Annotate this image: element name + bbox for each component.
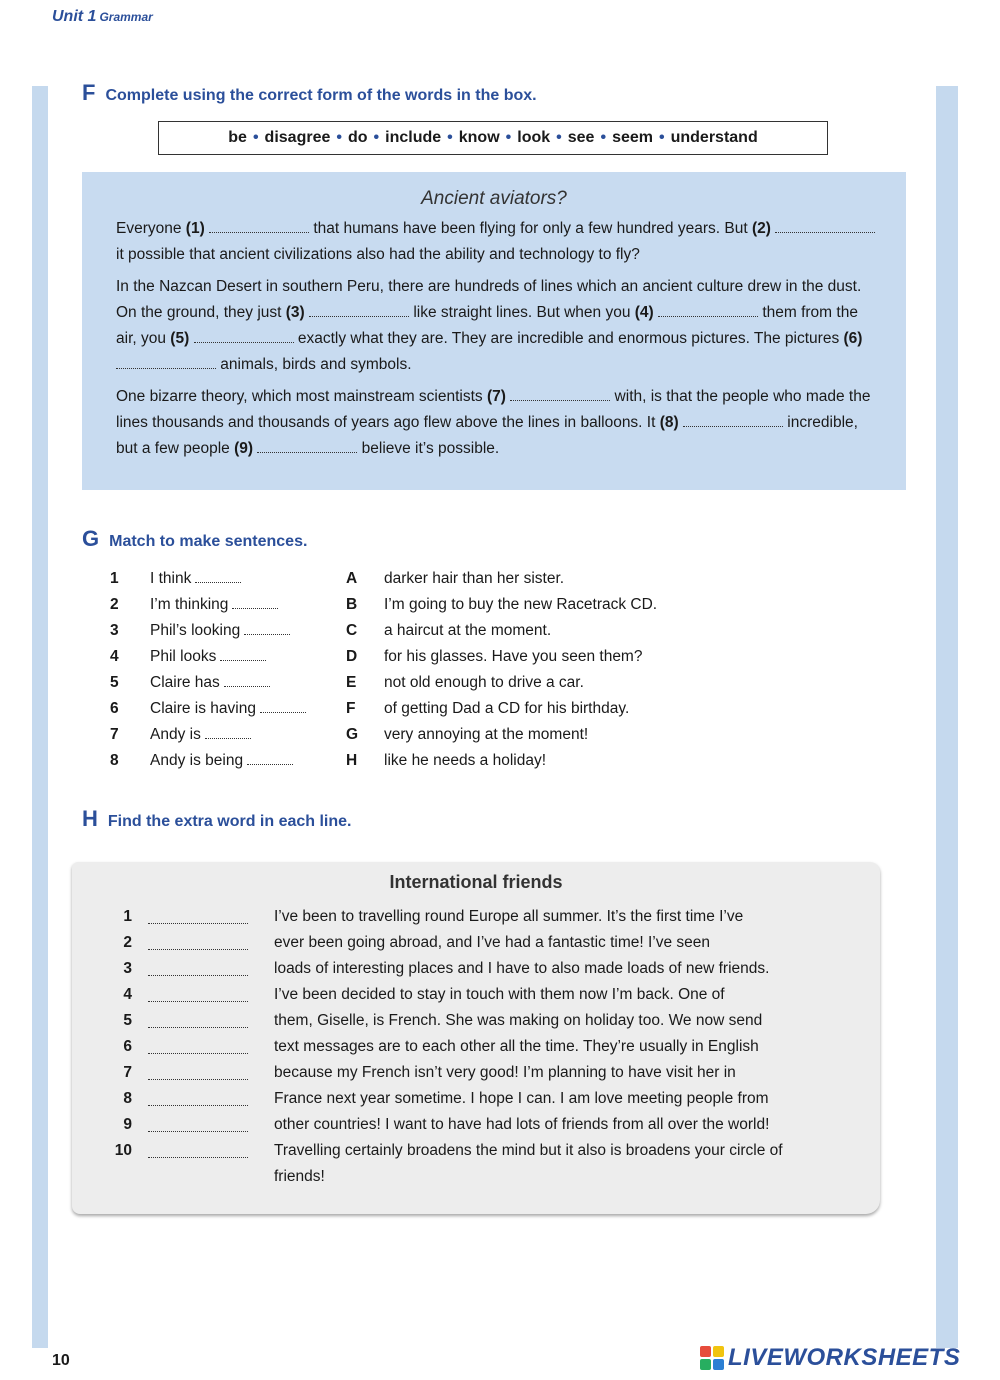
liveworksheets-logo[interactable] bbox=[700, 1344, 960, 1372]
word-box-word: understand bbox=[670, 129, 758, 146]
match-stem bbox=[150, 700, 346, 718]
story-text: with, is that the people who made the lines thousands and thousands of years ago flew above the lines in balloons. It bbox=[116, 388, 871, 431]
match-stem bbox=[150, 752, 346, 770]
match-answer-blank[interactable] bbox=[244, 624, 290, 635]
story-text: One bizarre theory, which most mainstream scientists bbox=[116, 388, 487, 405]
match-row bbox=[110, 722, 750, 748]
word-box-word: see bbox=[567, 129, 595, 146]
match-row bbox=[110, 748, 750, 774]
extra-word-line bbox=[102, 956, 862, 982]
answer-blank[interactable] bbox=[775, 220, 875, 233]
line-text: Travelling certainly broadens the mind but it also is broadens your circle of bbox=[274, 1142, 783, 1159]
extra-word-line-continuation bbox=[102, 1164, 1000, 1190]
story-text: it possible that ancient civilizations also had the ability and technology to fly? bbox=[116, 246, 640, 263]
extra-word-blank[interactable] bbox=[148, 1119, 248, 1132]
match-stem-text: Andy is being bbox=[150, 752, 244, 769]
extra-word-line bbox=[102, 930, 862, 956]
match-number: 1 bbox=[110, 570, 119, 587]
match-ending: of getting Dad a CD for his birthday. bbox=[384, 700, 630, 717]
match-row bbox=[110, 696, 750, 722]
match-stem bbox=[150, 674, 346, 692]
section-g-instruction: Match to make sentences. bbox=[109, 533, 308, 550]
word-box bbox=[158, 121, 828, 155]
line-number: 4 bbox=[123, 986, 132, 1003]
match-row bbox=[110, 618, 750, 644]
match-row bbox=[110, 566, 750, 592]
match-letter: G bbox=[346, 726, 359, 743]
word-separator: • bbox=[373, 129, 380, 146]
match-number: 4 bbox=[110, 648, 119, 665]
extra-word-blank[interactable] bbox=[148, 911, 248, 924]
answer-blank[interactable] bbox=[257, 440, 357, 453]
word-separator: • bbox=[658, 129, 665, 146]
match-stem-text: I’m thinking bbox=[150, 596, 229, 613]
match-stem bbox=[150, 622, 346, 640]
unit-section-label: Grammar bbox=[99, 10, 153, 24]
word-box-word: look bbox=[517, 129, 551, 146]
word-separator: • bbox=[505, 129, 512, 146]
match-row bbox=[110, 670, 750, 696]
match-number: 8 bbox=[110, 752, 119, 769]
extra-word-blank[interactable] bbox=[148, 963, 248, 976]
extra-word-line bbox=[102, 904, 862, 930]
story-paragraph-1 bbox=[116, 216, 882, 268]
story-text: incredible, but a few people bbox=[116, 414, 858, 457]
match-stem-text: Phil looks bbox=[150, 648, 217, 665]
answer-blank[interactable] bbox=[309, 304, 409, 317]
match-number: 7 bbox=[110, 726, 119, 743]
story-text: that humans have been flying for only a few hundred years. But bbox=[309, 220, 752, 237]
story-paragraph-2 bbox=[116, 274, 882, 378]
match-ending: for his glasses. Have you seen them? bbox=[384, 648, 643, 665]
line-number: 5 bbox=[123, 1012, 132, 1029]
match-row bbox=[110, 592, 750, 618]
extra-word-line bbox=[102, 1086, 862, 1112]
line-number: 10 bbox=[114, 1142, 132, 1159]
extra-word-line bbox=[102, 1112, 862, 1138]
word-box-word: do bbox=[347, 129, 368, 146]
match-answer-blank[interactable] bbox=[260, 702, 306, 713]
story-text: exactly what they are. They are incredible and enormous pictures. The pictures bbox=[293, 330, 844, 347]
match-stem bbox=[150, 596, 346, 614]
word-separator: • bbox=[447, 129, 453, 146]
line-number: 6 bbox=[123, 1038, 132, 1055]
word-box-word: include bbox=[385, 129, 442, 146]
match-answer-blank[interactable] bbox=[232, 598, 278, 609]
match-number: 5 bbox=[110, 674, 119, 691]
word-box-word: be bbox=[228, 129, 247, 146]
story-text: animals, birds and symbols. bbox=[216, 356, 412, 373]
match-letter: B bbox=[346, 596, 358, 613]
gap-number: (5) bbox=[170, 330, 190, 347]
extra-word-line bbox=[102, 1138, 862, 1164]
match-ending: very annoying at the moment! bbox=[384, 726, 589, 743]
liveworksheets-logo-icon bbox=[700, 1346, 724, 1370]
match-stem-text: I think bbox=[150, 570, 192, 587]
line-number: 3 bbox=[123, 960, 132, 977]
page-number: 10 bbox=[52, 1352, 70, 1369]
story-text: them from the air, you bbox=[116, 304, 858, 347]
section-g-letter: G bbox=[82, 526, 100, 551]
line-text: France next year sometime. I hope I can. I am love meeting people from bbox=[274, 1090, 769, 1107]
gap-number: (1) bbox=[185, 220, 205, 237]
match-letter: E bbox=[346, 674, 357, 691]
section-f-letter: F bbox=[82, 80, 96, 105]
unit-header bbox=[52, 8, 153, 26]
story-title: Ancient aviators? bbox=[421, 188, 567, 209]
line-number: 2 bbox=[123, 934, 132, 951]
line-text: other countries! I want to have had lots of friends from all over the world! bbox=[274, 1116, 770, 1133]
line-text: ever been going abroad, and I’ve had a fantastic time! I’ve seen bbox=[274, 934, 711, 951]
story-box bbox=[82, 172, 906, 490]
word-box-word: know bbox=[458, 129, 500, 146]
match-letter: H bbox=[346, 752, 358, 769]
match-letter: D bbox=[346, 648, 358, 665]
gap-number: (7) bbox=[486, 388, 506, 405]
story-text: In the Nazcan Desert in southern Peru, there are hundreds of lines which an ancient culture drew in the dust. On the ground, they just bbox=[116, 278, 862, 321]
section-h-letter: H bbox=[82, 806, 98, 831]
match-stem bbox=[150, 726, 346, 744]
match-answer-blank[interactable] bbox=[224, 676, 270, 687]
gap-number: (4) bbox=[634, 304, 654, 321]
word-separator: • bbox=[556, 129, 562, 146]
match-stem-text: Andy is bbox=[150, 726, 201, 743]
match-ending: a haircut at the moment. bbox=[384, 622, 552, 639]
word-box-word: disagree bbox=[264, 129, 331, 146]
gap-number: (6) bbox=[843, 330, 863, 347]
match-list bbox=[110, 566, 750, 774]
extra-word-blank[interactable] bbox=[148, 937, 248, 950]
line-text: I’ve been decided to stay in touch with them now I’m back. One of bbox=[274, 986, 725, 1003]
match-number: 3 bbox=[110, 622, 119, 639]
match-letter: F bbox=[346, 700, 356, 717]
section-f-instruction: Complete using the correct form of the words in the box. bbox=[105, 87, 537, 104]
line-text: friends! bbox=[274, 1168, 325, 1185]
gap-number: (8) bbox=[659, 414, 679, 431]
extra-word-blank[interactable] bbox=[148, 1093, 248, 1106]
match-ending: I’m going to buy the new Racetrack CD. bbox=[384, 596, 658, 613]
answer-blank[interactable] bbox=[116, 356, 216, 369]
word-separator: • bbox=[252, 129, 259, 146]
line-text: loads of interesting places and I have to also made loads of new friends. bbox=[274, 960, 770, 977]
match-number: 2 bbox=[110, 596, 119, 613]
answer-blank[interactable] bbox=[194, 330, 294, 343]
extra-word-blank[interactable] bbox=[148, 1041, 248, 1054]
answer-blank[interactable] bbox=[209, 220, 309, 233]
match-ending: like he needs a holiday! bbox=[384, 752, 547, 769]
match-row bbox=[110, 644, 750, 670]
match-ending: darker hair than her sister. bbox=[384, 570, 565, 587]
unit-label: Unit 1 bbox=[52, 8, 97, 25]
logo-square bbox=[713, 1359, 724, 1370]
match-letter: C bbox=[346, 622, 358, 639]
section-h-heading bbox=[82, 806, 352, 832]
word-separator: • bbox=[600, 129, 607, 146]
logo-square bbox=[700, 1359, 711, 1370]
logo-square bbox=[713, 1346, 724, 1357]
match-stem bbox=[150, 570, 346, 588]
logo-square bbox=[700, 1346, 711, 1357]
answer-blank[interactable] bbox=[510, 388, 610, 401]
match-stem bbox=[150, 648, 346, 666]
answer-blank[interactable] bbox=[658, 304, 758, 317]
match-answer-blank[interactable] bbox=[205, 728, 251, 739]
story-text: Everyone bbox=[116, 220, 186, 237]
extra-word-line bbox=[102, 1060, 862, 1086]
word-box-word: seem bbox=[612, 129, 653, 146]
match-answer-blank[interactable] bbox=[220, 650, 266, 661]
extra-word-line bbox=[102, 1008, 862, 1034]
extra-word-blank[interactable] bbox=[148, 989, 248, 1002]
extra-word-blank[interactable] bbox=[148, 1015, 248, 1028]
story-text: believe it’s possible. bbox=[357, 440, 500, 457]
extra-word-blank[interactable] bbox=[148, 1145, 248, 1158]
extra-word-blank[interactable] bbox=[148, 1067, 248, 1080]
paper-title: International friends bbox=[389, 872, 563, 892]
match-letter: A bbox=[346, 570, 358, 587]
story-text: like straight lines. But when you bbox=[409, 304, 635, 321]
section-h-instruction: Find the extra word in each line. bbox=[107, 813, 352, 830]
extra-word-line bbox=[102, 1034, 862, 1060]
answer-blank[interactable] bbox=[683, 414, 783, 427]
torn-paper-box bbox=[72, 862, 880, 1214]
story-paragraph-3 bbox=[116, 384, 882, 462]
line-number: 7 bbox=[123, 1064, 132, 1081]
section-g-heading bbox=[82, 526, 307, 552]
line-number: 8 bbox=[123, 1090, 132, 1107]
line-text: them, Giselle, is French. She was making on holiday too. We now send bbox=[274, 1012, 763, 1029]
match-stem-text: Phil’s looking bbox=[150, 622, 241, 639]
word-separator: • bbox=[336, 129, 342, 146]
section-f-heading bbox=[82, 80, 537, 106]
line-text: because my French isn’t very good! I’m planning to have visit her in bbox=[274, 1064, 736, 1081]
match-stem-text: Claire has bbox=[150, 674, 220, 691]
match-stem-text: Claire is having bbox=[150, 700, 256, 717]
extra-word-line bbox=[102, 982, 862, 1008]
gap-number: (9) bbox=[234, 440, 254, 457]
match-answer-blank[interactable] bbox=[247, 754, 293, 765]
gap-number: (3) bbox=[285, 304, 305, 321]
match-number: 6 bbox=[110, 700, 119, 717]
line-text: text messages are to each other all the time. They’re usually in English bbox=[274, 1038, 759, 1055]
match-ending: not old enough to drive a car. bbox=[384, 674, 584, 691]
gap-number: (2) bbox=[751, 220, 771, 237]
brand-name: LIVEWORKSHEETS bbox=[728, 1344, 961, 1371]
line-number: 9 bbox=[123, 1116, 132, 1133]
line-text: I’ve been to travelling round Europe all summer. It’s the first time I’ve bbox=[274, 908, 744, 925]
match-answer-blank[interactable] bbox=[195, 572, 241, 583]
line-number: 1 bbox=[123, 908, 132, 925]
